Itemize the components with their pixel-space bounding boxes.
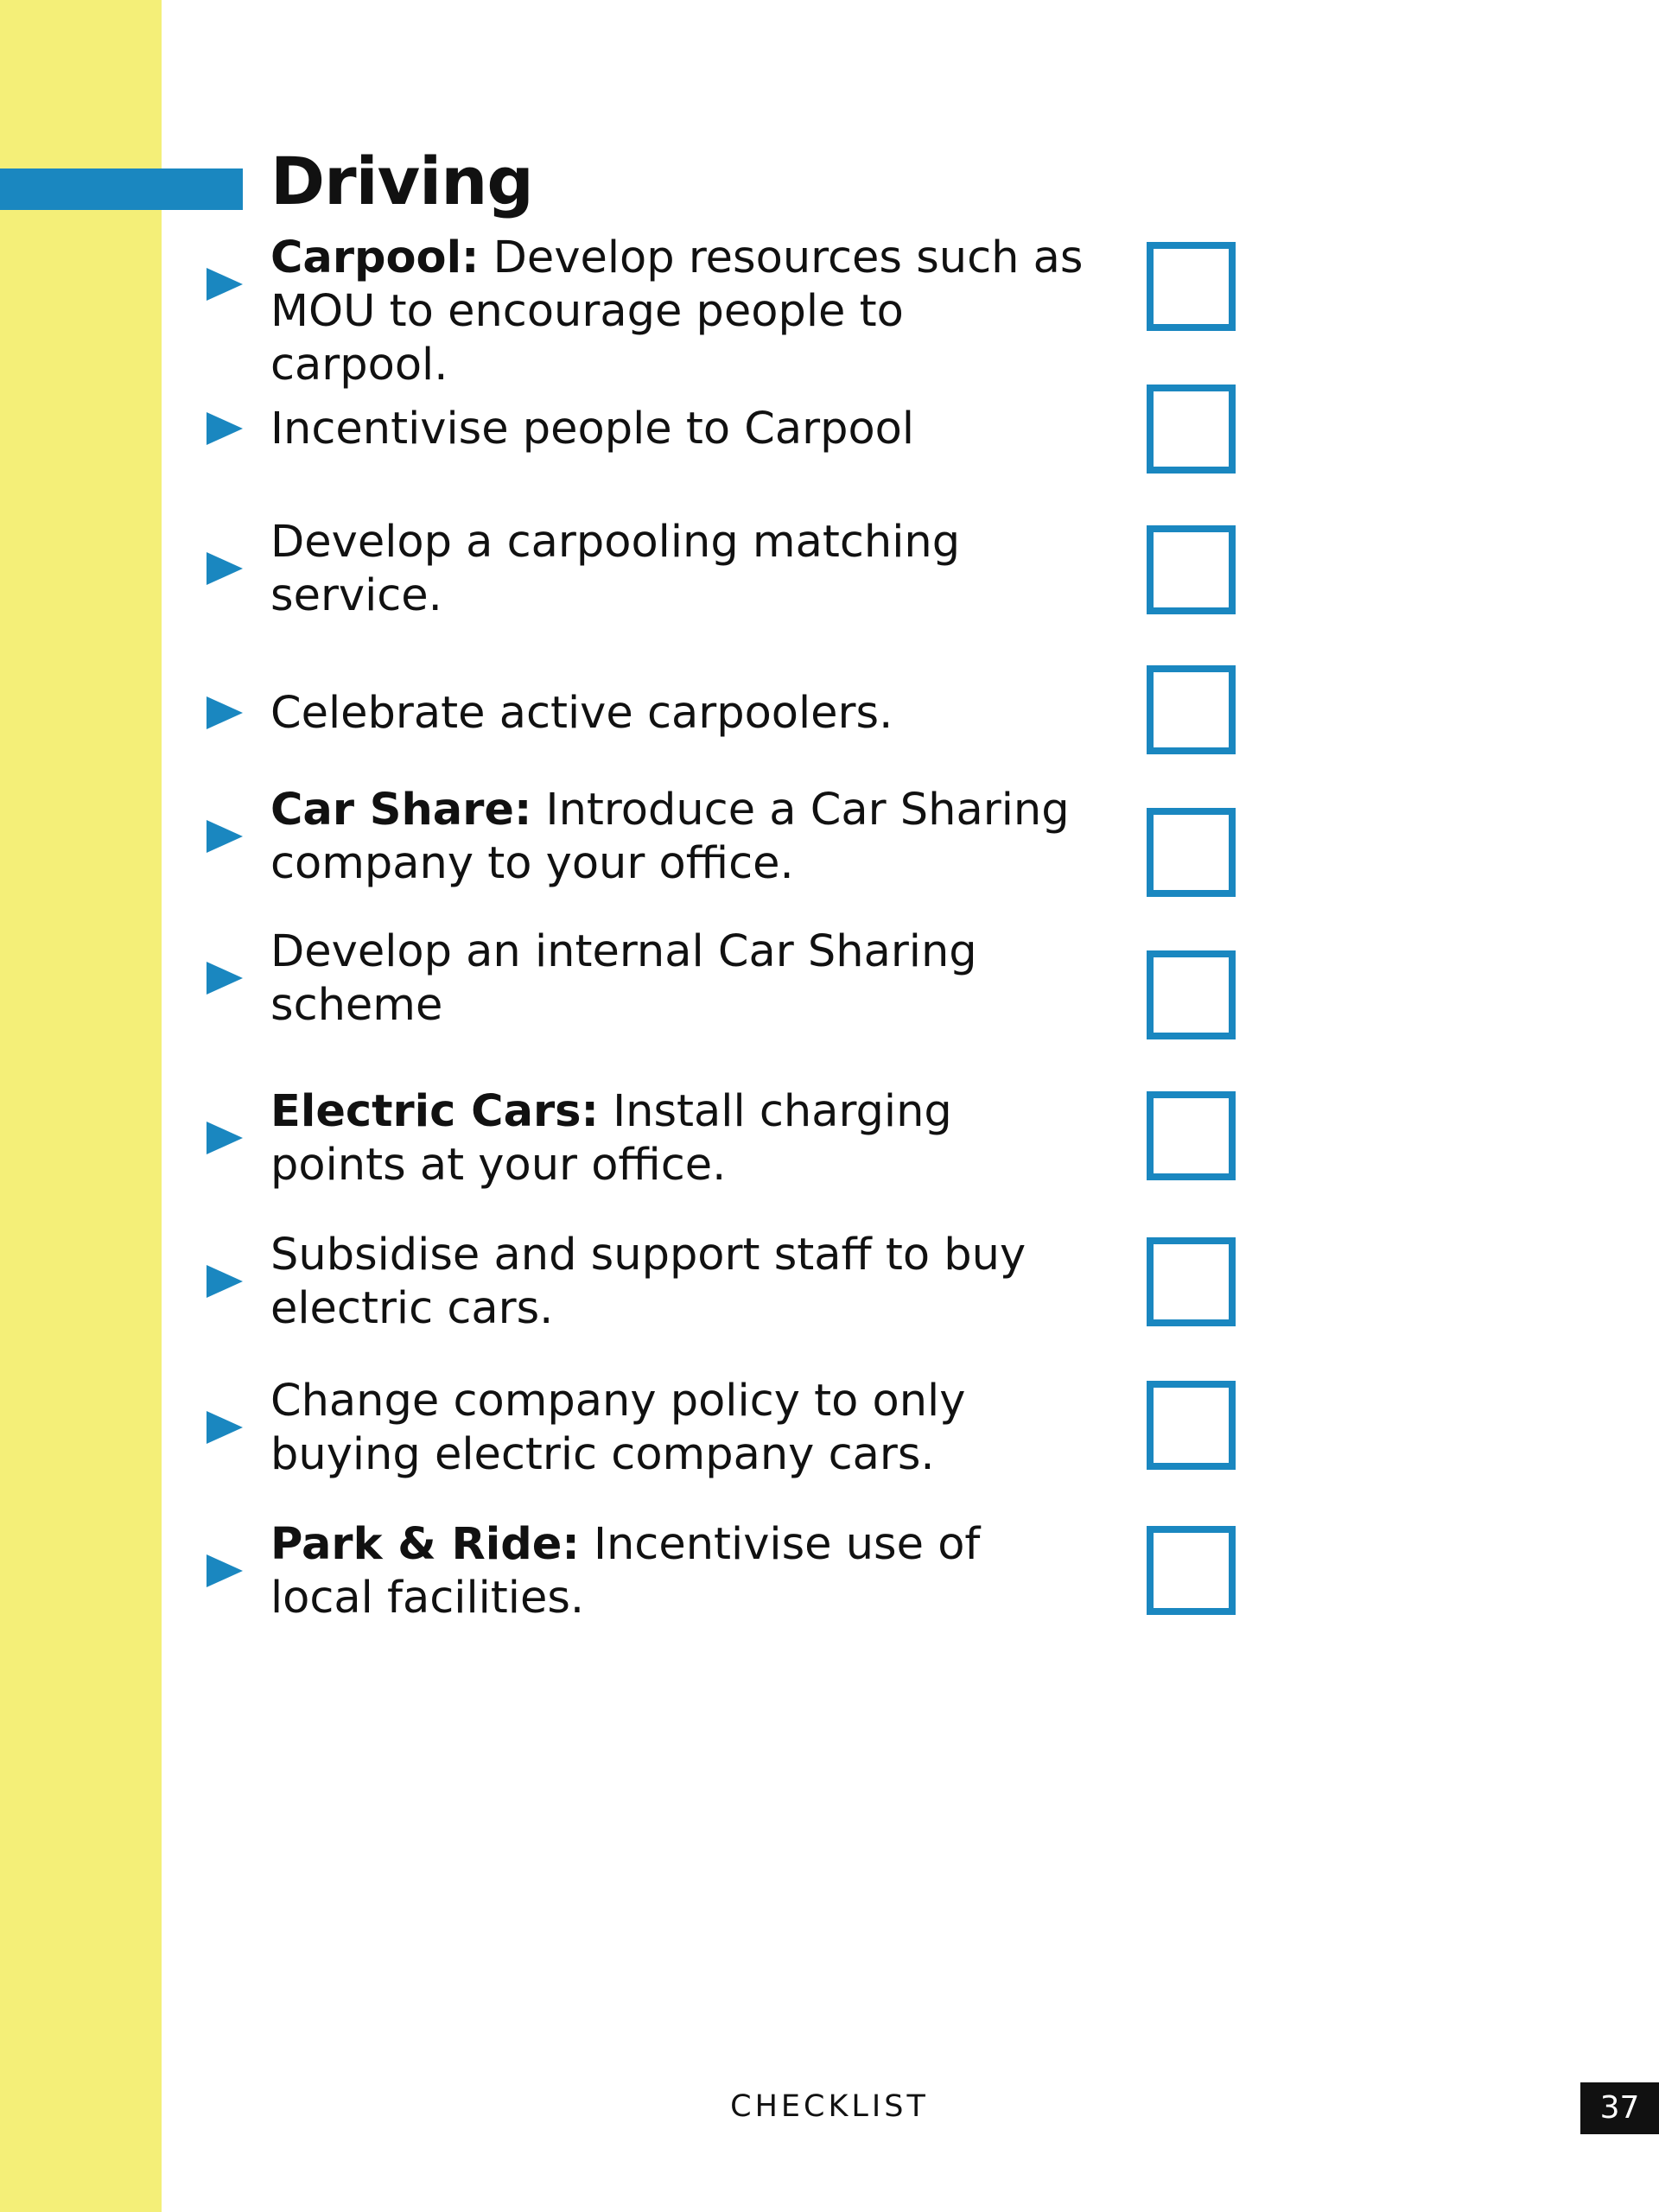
item-checkbox[interactable] — [1147, 665, 1236, 754]
footer-label: CHECKLIST — [730, 2089, 929, 2124]
arrow-bullet-icon — [207, 820, 243, 853]
item-checkbox[interactable] — [1147, 1237, 1236, 1326]
item-description: Incentivise use of local facilities. — [270, 1519, 981, 1624]
item-text — [270, 516, 1091, 623]
item-heading: Car Share: — [270, 785, 532, 836]
item-text — [270, 784, 1091, 891]
item-description: Celebrate active carpoolers. — [270, 688, 893, 739]
item-text — [270, 1085, 1091, 1192]
item-description: Develop an internal Car Sharing scheme — [270, 926, 977, 1031]
arrow-bullet-icon — [207, 268, 243, 301]
item-description: Subsidise and support staff to buy electric cars. — [270, 1230, 1027, 1334]
item-description: Develop resources such as MOU to encourage people to carpool. — [270, 232, 1084, 391]
item-checkbox[interactable] — [1147, 950, 1236, 1039]
arrow-bullet-icon — [207, 1411, 243, 1444]
arrow-bullet-icon — [207, 1122, 243, 1154]
item-checkbox[interactable] — [1147, 525, 1236, 614]
arrow-bullet-icon — [207, 1554, 243, 1587]
item-text — [270, 403, 1091, 456]
arrow-bullet-icon — [207, 552, 243, 585]
item-description: Develop a carpooling matching service. — [270, 517, 961, 621]
item-text — [270, 925, 1091, 1033]
item-text — [270, 1375, 1091, 1482]
page-number: 37 — [1580, 2082, 1659, 2134]
item-checkbox[interactable] — [1147, 1381, 1236, 1470]
item-heading: Park & Ride: — [270, 1519, 580, 1570]
item-description: Introduce a Car Sharing company to your office. — [270, 785, 1070, 889]
item-description: Incentivise people to Carpool — [270, 404, 915, 454]
item-heading: Carpool: — [270, 232, 480, 283]
arrow-bullet-icon — [207, 696, 243, 729]
item-text — [270, 687, 1091, 741]
item-description: Change company policy to only buying electric company cars. — [270, 1376, 966, 1480]
item-text — [270, 1518, 1091, 1625]
item-checkbox[interactable] — [1147, 385, 1236, 474]
arrow-bullet-icon — [207, 412, 243, 445]
item-text — [270, 232, 1091, 392]
arrow-bullet-icon — [207, 1265, 243, 1298]
item-description: Install charging points at your office. — [270, 1086, 952, 1191]
item-checkbox[interactable] — [1147, 1526, 1236, 1615]
item-text — [270, 1229, 1091, 1336]
item-checkbox[interactable] — [1147, 1091, 1236, 1180]
item-checkbox[interactable] — [1147, 242, 1236, 331]
item-heading: Electric Cars: — [270, 1086, 599, 1137]
section-title: Driving — [270, 143, 533, 219]
arrow-bullet-icon — [207, 962, 243, 995]
item-checkbox[interactable] — [1147, 808, 1236, 897]
